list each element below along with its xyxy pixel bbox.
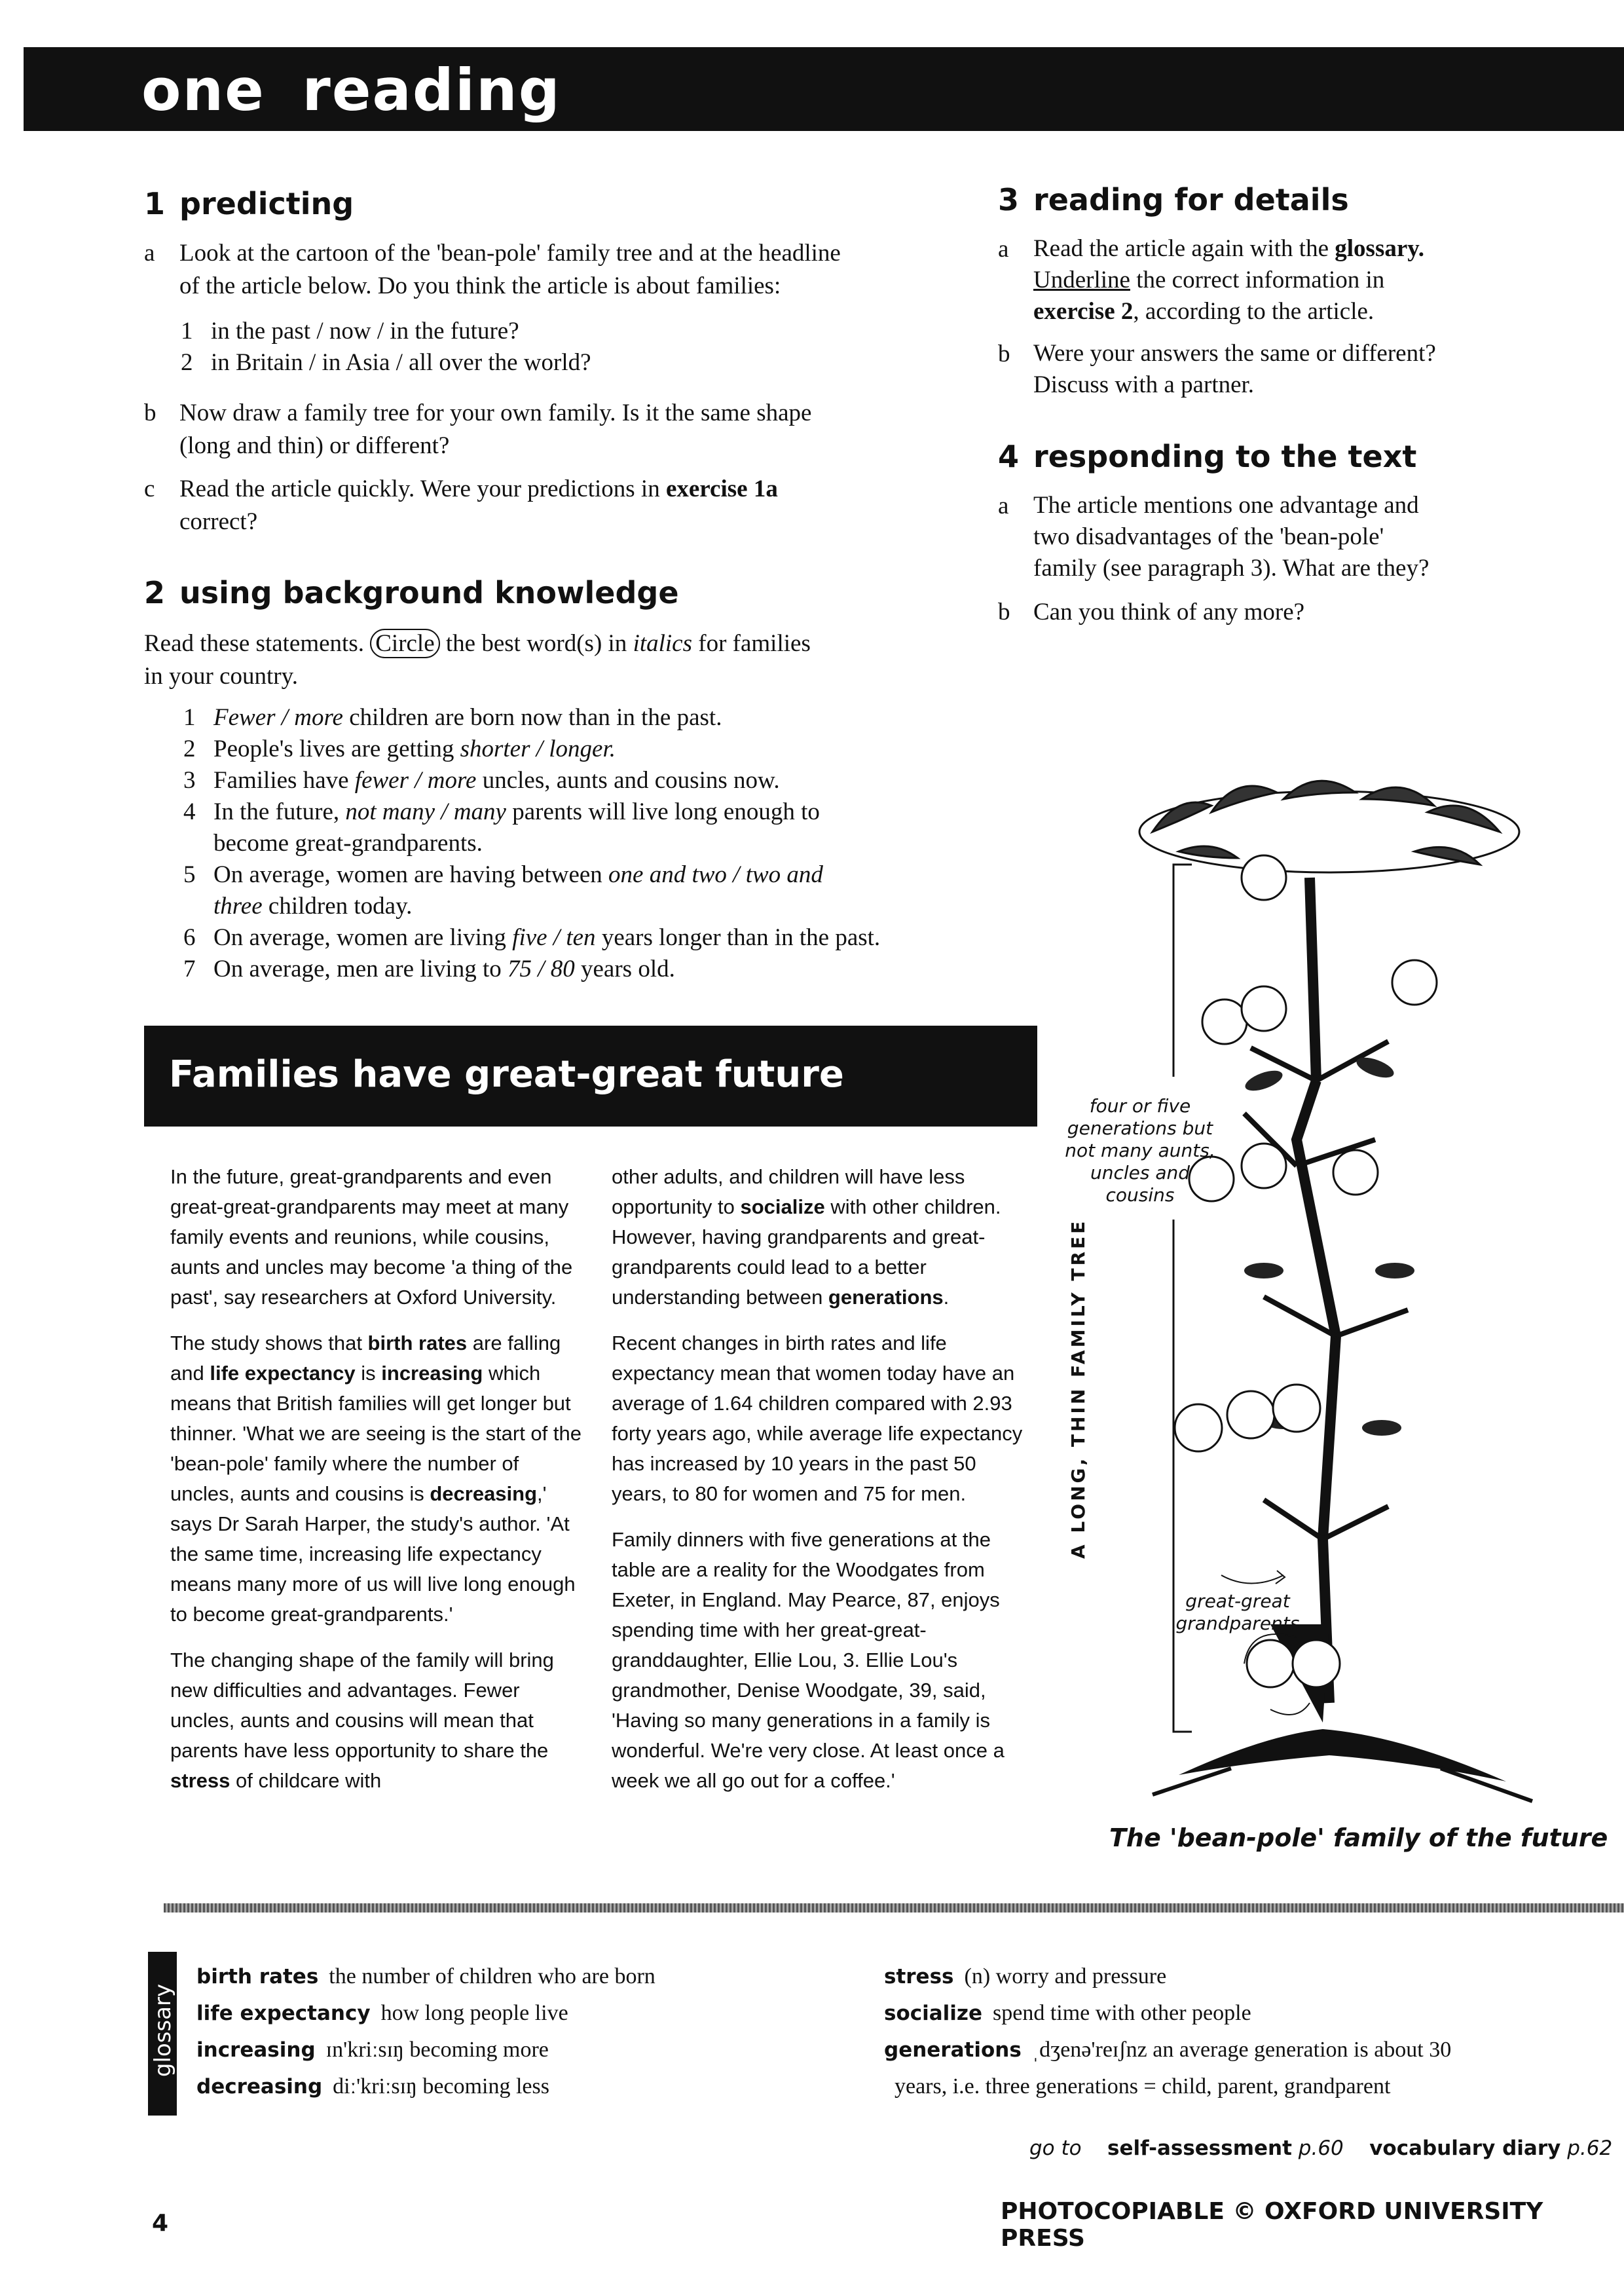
question-text: the correct information in (1130, 267, 1385, 293)
glossary-left (196, 1958, 655, 2105)
article-paragraph: Family dinners with five generations at the table are a reality for the Woodgates from Exeter, in England. May Pearce, 87, enjoys spending time with her great-great-granddaughter, Ellie Lou, 3. Ellie Lou's grandmother, Denise Woodgate, 39, said, 'Having so many generations in a family is wonderful. We're very close. At least once a week we all go out for a coffee.' (612, 1528, 1005, 1792)
illustration-label-generations: four or five generations but not many aunts, uncles and cousins (1065, 1095, 1215, 1206)
glossary-right (884, 1958, 1451, 2105)
statement-text: Families have (213, 767, 355, 794)
item-number: 4 (183, 798, 196, 825)
statement (183, 891, 880, 922)
statement-text: On average, women are living (213, 924, 513, 951)
question-letter: b (998, 341, 1010, 367)
circle-word: Circle (370, 629, 439, 658)
statement-text: years longer than in the past. (595, 924, 881, 951)
section-title: responding to the text (1033, 439, 1417, 474)
question-text: Now draw a family tree for your own family. Is it the same shape (179, 400, 812, 426)
section-number: 1 (144, 186, 166, 221)
page-number: 4 (152, 2210, 169, 2237)
illustration-caption: The 'bean-pole' family of the future (1109, 1823, 1608, 1852)
self-assessment-link[interactable]: self-assessment (1107, 2136, 1292, 2160)
statements-list (183, 702, 880, 985)
article-paragraph: In the future, great-grandparents and even great-great-grandparents may meet at many family events and reunions, while cousins, aunts and uncles may become 'a thing of the past', say researchers at Oxford University. (170, 1165, 573, 1309)
goto-references (1029, 2136, 1612, 2160)
question-letter: a (998, 493, 1009, 519)
list-item (181, 316, 591, 347)
statement-choice: one and two / two and (608, 861, 823, 888)
intro-text: for families (692, 630, 811, 657)
illustration-label-great-great: great-great grandparents (1175, 1590, 1300, 1634)
page-ref: p.62 (1567, 2136, 1613, 2160)
statement-text: On average, men are living to (213, 956, 507, 982)
question-text: , according to the article. (1133, 298, 1375, 325)
glossary-tab (148, 1952, 177, 2116)
glossary-tab-label: glossary (150, 1983, 176, 2078)
statement-text: uncles, aunts and cousins now. (476, 767, 780, 794)
statement-text: parents will live long enough to (506, 798, 820, 825)
question-text: of the article below. Do you think the article is about families: (179, 272, 781, 299)
statement-text: children are born now than in the past. (342, 704, 722, 731)
statement-text: years old. (574, 956, 675, 982)
glossary-entry: stress (n) worry and pressure (884, 1964, 1167, 1988)
section-1-heading (144, 186, 354, 221)
statement-choice: three (213, 893, 263, 920)
section-3-heading (998, 182, 1349, 217)
section-title: using background knowledge (179, 575, 679, 610)
page-ref: p.60 (1298, 2136, 1344, 2160)
question-1a-options (181, 316, 591, 379)
statement-text: People's lives are getting (213, 736, 460, 762)
item-number: 7 (183, 956, 196, 982)
item-number: 2 (181, 349, 193, 376)
question-letter: c (144, 476, 155, 502)
statement-text: On average, women are having between (213, 861, 609, 888)
glossary-entry: generations ˌdʒenə'reɪʃnz an average generation is about 30 (884, 2038, 1452, 2062)
section-number: 2 (144, 575, 166, 610)
exercise-ref: exercise 2 (1033, 298, 1134, 325)
statement-choice: shorter / longer. (460, 736, 616, 762)
glossary-entry: birth rates the number of children who are born (196, 1964, 655, 1988)
question-text: (long and thin) or different? (179, 432, 450, 459)
glossary-entry: socialize spend time with other people (884, 2001, 1251, 2025)
statement (183, 828, 880, 859)
goto-label: go to (1029, 2136, 1082, 2160)
section-title: predicting (179, 186, 354, 221)
question-letter: a (144, 240, 155, 267)
glossary-entry: increasing ɪn'kriːsɪŋ becoming more (196, 2038, 549, 2062)
section-divider (164, 1903, 1624, 1912)
section-4-heading (998, 439, 1416, 474)
statement (183, 702, 880, 734)
section-2-intro (144, 627, 995, 693)
glossary-entry: years, i.e. three generations = child, parent, grandparent (895, 2074, 1391, 2099)
intro-italic: italics (633, 630, 693, 657)
intro-text: in your country. (144, 663, 298, 690)
item-number: 3 (183, 767, 196, 794)
article-paragraph: The changing shape of the family will bring new difficulties and advantages. Fewer uncles, aunts and cousins will mean that parents have less opportunity to share the stress of childcare with (170, 1649, 554, 1792)
question-text: Read the article quickly. Were your predictions in (179, 476, 666, 502)
statement (183, 954, 880, 985)
item-number: 2 (183, 736, 196, 762)
section-number: 3 (998, 182, 1020, 217)
vocabulary-diary-link[interactable]: vocabulary diary (1369, 2136, 1561, 2160)
question-text: correct? (179, 508, 258, 535)
question-text: Were your answers the same or different? (1033, 340, 1436, 367)
question-letter: b (998, 599, 1010, 625)
item-number: 6 (183, 924, 196, 951)
article-column-2 (612, 1162, 1024, 1812)
bean-pole-family-tree-illustration (1100, 773, 1585, 1847)
item-number: 1 (183, 704, 196, 731)
article-paragraph: other adults, and children will have less opportunity to socialize with other children. However, having grandparents and great-grandparents could lead to a better understanding between generations. (612, 1165, 1001, 1309)
illustration-vertical-label: A LONG, THIN FAMILY TREE (1067, 1218, 1089, 1559)
section-number: 4 (998, 439, 1020, 474)
question-text: Read the article again with the (1033, 235, 1335, 262)
article-paragraph: The study shows that birth rates are falling and life expectancy is increasing which means that British families will get longer but thinner. 'What we are seeing is the start of the 'bean-pole' family where the number of uncles, aunts and cousins is decreasing,' says Dr Sarah Harper, the study's author. 'At the same time, increasing life expectancy means many more of us will live long enough to become great-grandparents.' (170, 1332, 581, 1626)
statement-choice: Fewer / more (213, 704, 343, 731)
item-number: 1 (181, 318, 193, 345)
intro-text: Read these statements. (144, 630, 371, 657)
question-text: two disadvantages of the 'bean-pole' (1033, 523, 1384, 550)
exercise-ref: exercise 1a (665, 476, 778, 502)
section-2-heading (144, 575, 679, 610)
statement-choice: fewer / more (354, 767, 477, 794)
statement-choice: 75 / 80 (507, 956, 575, 982)
question-letter: a (998, 236, 1009, 263)
article-paragraph: Recent changes in birth rates and life expectancy mean that women today have an average of 1.64 children compared with 2.93 forty years ago, while average life expectancy has increased by 10 years in the past 50 years, to 80 for women and 75 for men. (612, 1332, 1023, 1505)
page-title: one reading (141, 56, 561, 124)
statement-text: In the future, (213, 798, 346, 825)
article-headline: Families have great-great future (169, 1053, 844, 1096)
statement (183, 796, 880, 828)
section-title: reading for details (1033, 182, 1349, 217)
statement-choice: five / ten (512, 924, 596, 951)
article-column-1 (170, 1162, 583, 1812)
glossary-ref: glossary. (1335, 235, 1424, 262)
copyright-notice: PHOTOCOPIABLE © OXFORD UNIVERSITY PRESS (1001, 2198, 1543, 2252)
item-text: in the past / now / in the future? (211, 318, 519, 345)
question-text: Look at the cartoon of the 'bean-pole' family tree and at the headline (179, 240, 841, 267)
statement (183, 765, 880, 796)
glossary-entry: decreasing diː'kriːsɪŋ becoming less (196, 2074, 549, 2099)
intro-text: the best word(s) in (439, 630, 633, 657)
question-text: Can you think of any more? (1033, 599, 1305, 625)
header-bar (24, 47, 1624, 131)
statement (183, 859, 880, 891)
item-number: 5 (183, 861, 196, 888)
question-text: The article mentions one advantage and (1033, 492, 1419, 519)
question-text: family (see paragraph 3). What are they? (1033, 555, 1430, 582)
statement-choice: not many / many (345, 798, 506, 825)
question-text: Discuss with a partner. (1033, 371, 1255, 398)
statement (183, 734, 880, 765)
underline-word: Underline (1033, 267, 1130, 293)
question-letter: b (144, 400, 157, 426)
item-text: in Britain / in Asia / all over the world? (211, 349, 591, 376)
statement (183, 922, 880, 954)
statement-text: become great-grandparents. (213, 830, 483, 857)
article-headline-banner (144, 1026, 1037, 1127)
statement-text: children today. (262, 893, 413, 920)
glossary-entry: life expectancy how long people live (196, 2001, 568, 2025)
list-item (181, 347, 591, 379)
